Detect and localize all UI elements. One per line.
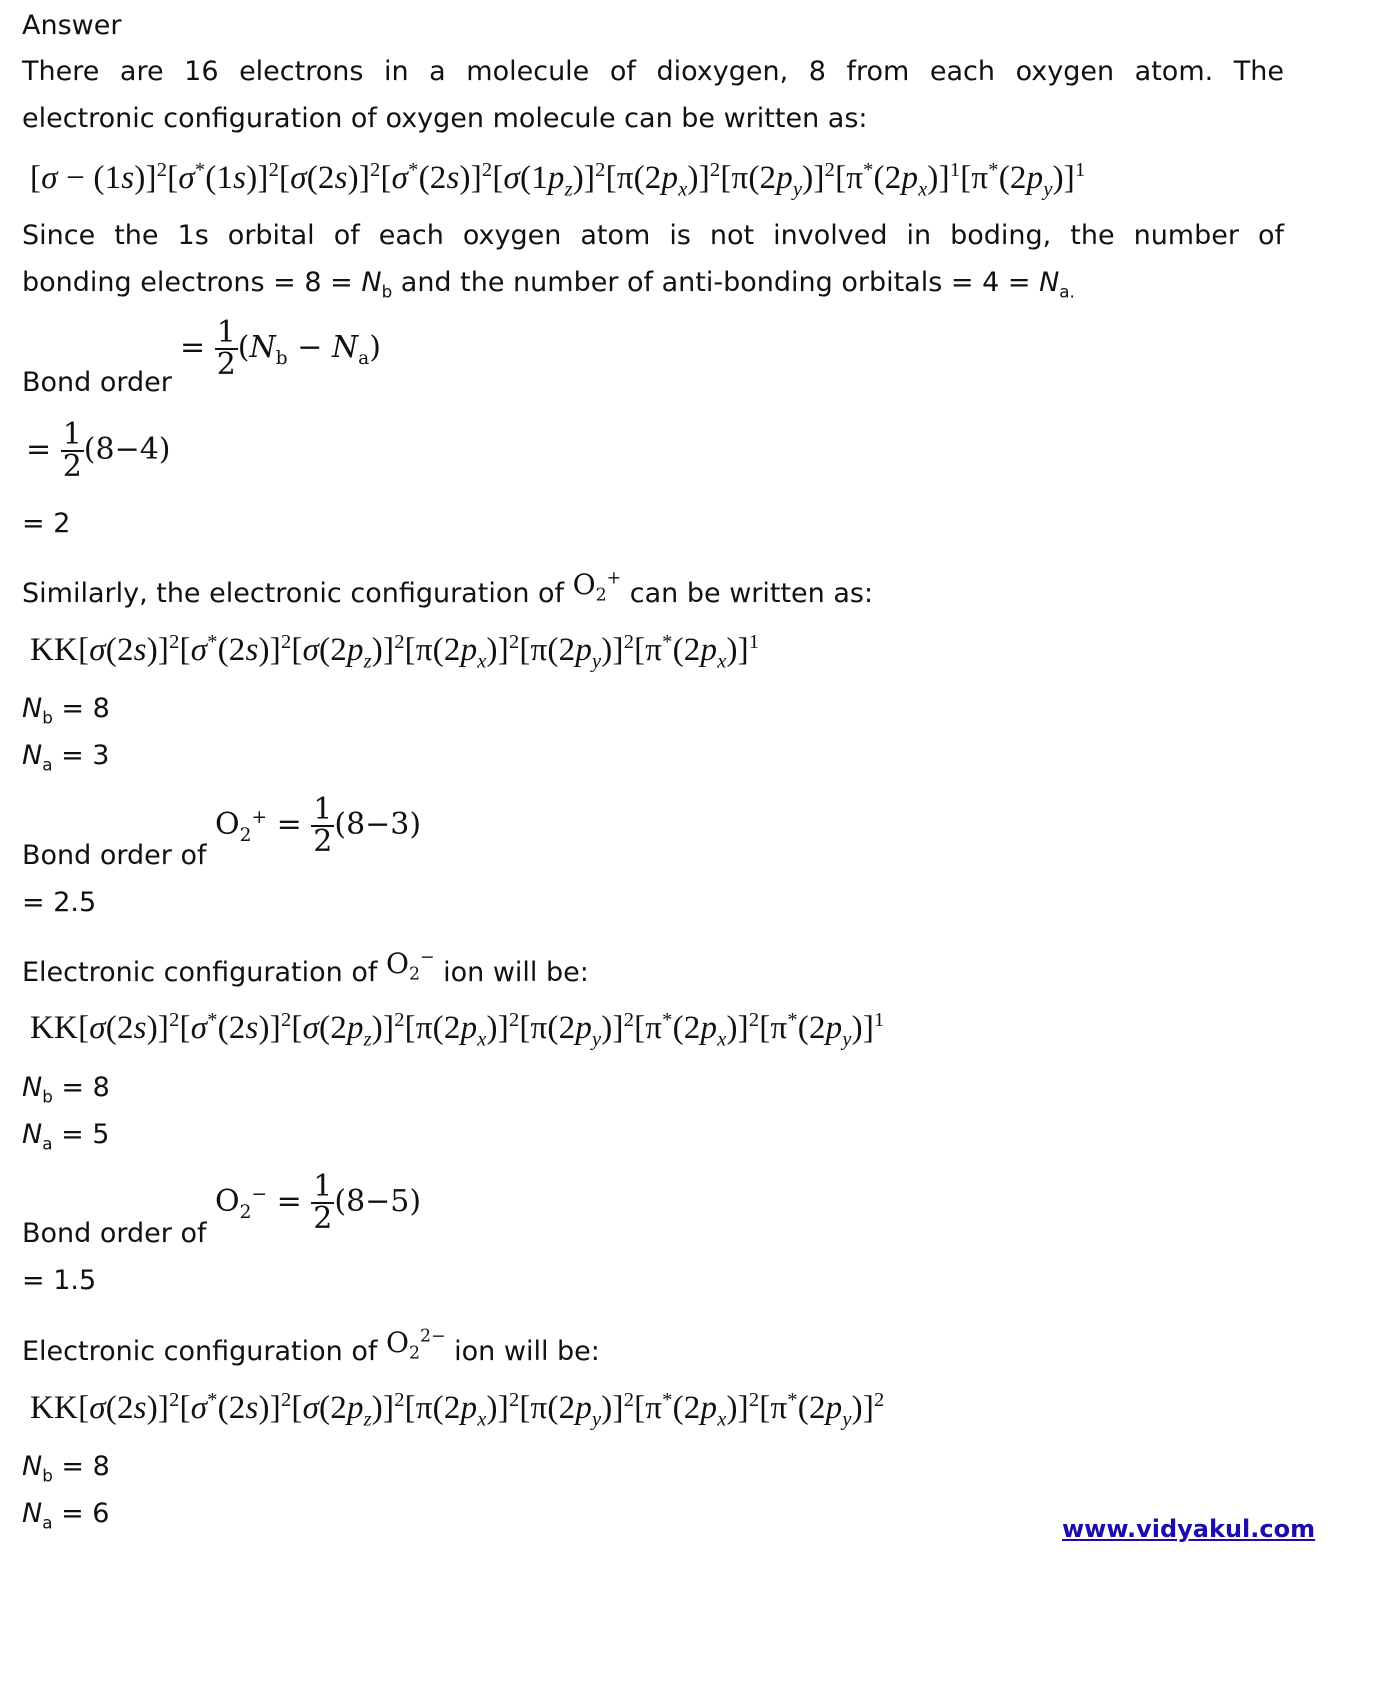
o2-2minus-configuration: $KK[\sigma(2s)]^2[\sigma^*(2s)]^2[\sigma(2p_z)]^2[\pi(2p_x)]^2[\pi(2p_y)]^2[\pi^*(2p_x)]^2[\pi^*(2p_y)]^2$ (30, 1389, 885, 1431)
answer-heading: Answer (22, 10, 122, 41)
o2-configuration: $[\sigma - (1s)]^2[\sigma^*(1s)]^2[\sigma(2s)]^2[\sigma^*(2s)]^2[\sigma(1p_z)]^2[\pi(2p_x)]^2[\pi(2p_y)]^2[\pi^*(2p_x)]^1[\pi^*(2p_y)]^1$ (30, 159, 1086, 201)
o2-minus-intro: Electronic configuration of $O_2^-$ ion will be: (22, 947, 589, 988)
o2-plus-na: $N_a = 3$ (22, 740, 110, 775)
since-line-1: Since the 1s orbital of each oxygen atom is not involved in boding, the number of (22, 220, 1284, 251)
vidyakul-link[interactable]: www.vidyakul.com (1062, 1515, 1316, 1543)
o2-plus-intro: Similarly, the electronic configuration of $O_2^+$ can be written as: (22, 568, 874, 609)
o2-minus-configuration: $KK[\sigma(2s)]^2[\sigma^*(2s)]^2[\sigma(2p_z)]^2[\pi(2p_x)]^2[\pi(2p_y)]^2[\pi^*(2p_x)]^2[\pi^*(2p_y)]^1$ (30, 1009, 885, 1051)
o2-plus-configuration: $KK[\sigma(2s)]^2[\sigma^*(2s)]^2[\sigma(2p_z)]^2[\pi(2p_x)]^2[\pi(2p_y)]^2[\pi^*(2p_x)]^1$ (30, 631, 760, 673)
o2-2minus-intro: Electronic configuration of $O_2^{2-}$ ion will be: (22, 1326, 600, 1367)
o2-bond-order-value: = 2 (22, 508, 71, 539)
intro-line-2: electronic configuration of oxygen molecule can be written as: (22, 103, 868, 134)
o2-2minus-na: $N_a = 6$ (22, 1498, 110, 1533)
o2-bond-order-substitution: = $\frac{1}{2}$ (8−4) (26, 417, 171, 484)
o2-minus-bond-order-value: = 1.5 (22, 1265, 97, 1296)
o2-plus-bond-order-label: Bond order of (22, 840, 207, 871)
since-line-2: bonding electrons = $8 = N_b$ and the number of anti-bonding orbitals = $4 = N_{a.}$ (22, 267, 1075, 302)
o2-plus-bond-order-value: = 2.5 (22, 887, 97, 918)
o2-bond-order-label: Bond order (22, 367, 172, 398)
o2-minus-bond-order-formula: $O_2^-$ = $\frac{1}{2}$ (8−5) (215, 1169, 422, 1236)
o2-minus-bond-order-label: Bond order of (22, 1218, 207, 1249)
o2-minus-nb: $N_b = 8$ (22, 1072, 110, 1107)
o2-plus-bond-order-formula: $O_2^+$ = $\frac{1}{2}$ (8−3) (215, 792, 422, 859)
o2-2minus-nb: $N_b = 8$ (22, 1451, 110, 1486)
intro-line-1: There are 16 electrons in a molecule of dioxygen, 8 from each oxygen atom. The (22, 56, 1284, 87)
o2-plus-nb: $N_b = 8$ (22, 693, 110, 728)
o2-minus-na: $N_a = 5$ (22, 1119, 110, 1154)
o2-bond-order-formula: = $\frac{1}{2}$ $(N_b - N_a)$ (180, 315, 381, 382)
